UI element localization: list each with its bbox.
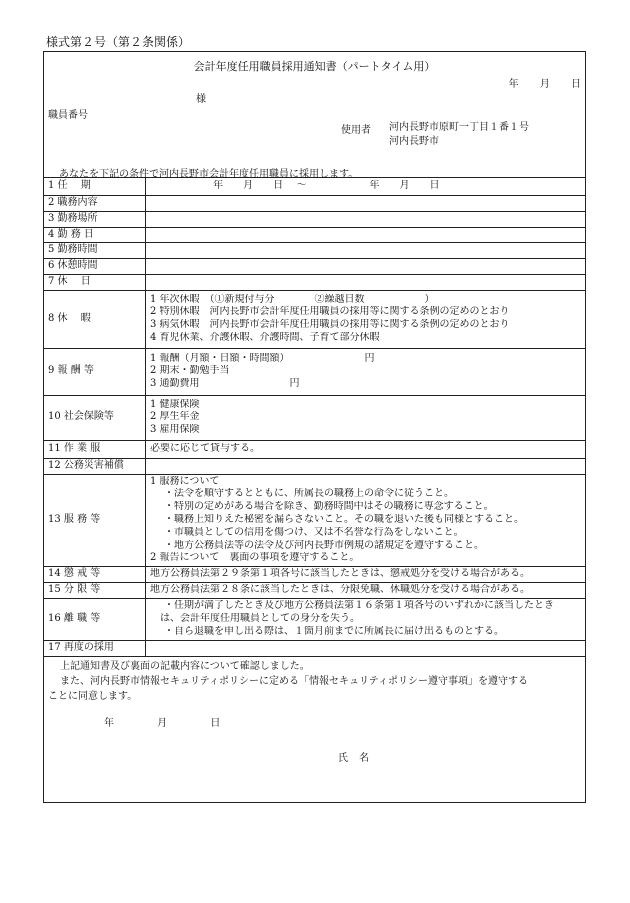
table-row <box>44 641 585 657</box>
employer-block <box>389 121 529 149</box>
table-row <box>44 243 585 259</box>
table-row <box>44 440 585 458</box>
table-row <box>44 458 585 474</box>
row-content-line <box>150 260 581 273</box>
row-content <box>146 274 586 290</box>
table-row <box>44 196 585 212</box>
row-content-line: 4 育児休業、介護休暇、介護時間、子育て部分休暇 <box>150 332 380 344</box>
row-label: 13 服 務 等 <box>44 474 146 567</box>
row-content <box>146 227 586 243</box>
row-content <box>146 599 586 641</box>
row-content <box>146 474 586 567</box>
row-label: 17 再度の採用 <box>44 641 146 657</box>
row-label: 15 分 限 等 <box>44 583 146 599</box>
row-content-line: 1 健康保険 <box>150 398 200 410</box>
table-row <box>44 599 585 641</box>
row-content <box>146 290 586 348</box>
row-content-line: 1 年次休暇 （①新規付与分 ②繰越日数 ） <box>150 293 435 305</box>
row-content-line <box>150 642 581 655</box>
row-content <box>146 196 586 212</box>
row-content <box>146 243 586 259</box>
row-label: 6 休憩時間 <box>44 259 146 275</box>
row-label: 3 勤務場所 <box>44 211 146 227</box>
row-content <box>146 440 586 458</box>
row-label: 16 離 職 等 <box>44 599 146 641</box>
row-content-line: 1 報酬（月額・日額・時間額） 円 <box>150 352 375 364</box>
row-content-line: は、会計年度任用職員としての身分を失う。 <box>150 613 360 625</box>
row-label: 4 勤 務 日 <box>44 227 146 243</box>
row-label: 11 作 業 服 <box>44 440 146 458</box>
row-label: 10 社会保険等 <box>44 395 146 440</box>
table-row <box>44 211 585 227</box>
row-content-line <box>150 460 581 473</box>
row-content-line: ・任期が満了したとき及び地方公務員法第１６条第１項各号のいずれかに該当したとき <box>164 600 554 612</box>
employee-number-label: 職員番号 <box>48 110 88 121</box>
row-content <box>146 348 586 395</box>
table-row <box>44 274 585 290</box>
row-label: 8 休 暇 <box>44 290 146 348</box>
row-content <box>146 259 586 275</box>
addressee-suffix: 様 <box>196 94 206 105</box>
notice-header <box>44 52 585 180</box>
row-content-line <box>150 276 581 289</box>
table-row <box>44 178 585 196</box>
row-label: 14 懲 戒 等 <box>44 567 146 583</box>
row-label: 2 職務内容 <box>44 196 146 212</box>
row-content-line <box>150 197 581 210</box>
row-content-line: ・職務上知りえた秘密を漏らさないこと。その職を退いた後も同様とすること。 <box>164 513 524 525</box>
row-content-line: 地方公務員法第２８条に該当したときは、分限免職、休職処分を受ける場合がある。 <box>150 584 530 596</box>
row-content-line: ・特別の定めがある場合を除き、勤務時間中はその職務に専念すること。 <box>164 501 494 513</box>
document-title: 会計年度任用職員採用通知書（パートタイム用） <box>193 60 436 73</box>
consent-section <box>44 657 585 768</box>
row-content <box>146 567 586 583</box>
table-row <box>44 227 585 243</box>
row-content-line: 地方公務員法第２９条第１項各号に該当したときは、懲戒処分を受ける場合がある。 <box>150 568 530 580</box>
row-content <box>146 395 586 440</box>
consent-line-2: また、河内長野市情報セキュリティポリシーに定める「情報セキュリティポリシー遵守事項」を遵守する <box>60 675 528 687</box>
row-content-line: ・地方公務員法等の法令及び河内長野市例規の諸規定を遵守すること。 <box>164 539 484 551</box>
employer-name: 河内長野市 <box>389 136 439 147</box>
row-content-line: 必要に応じて貸与する。 <box>150 442 260 454</box>
row-content-line: ・法令を順守するとともに、所属長の職務上の命令に従うこと。 <box>164 488 454 500</box>
row-label: 9 報 酬 等 <box>44 348 146 395</box>
row-content-line <box>150 244 581 257</box>
row-content-line: 2 特別休暇 河内長野市会計年度任用職員の採用等に関する条例の定めのとおり <box>150 306 510 318</box>
consent-line-1: 上記通知書及び裏面の記載内容について確認しました。 <box>60 660 310 672</box>
row-content-line <box>150 229 581 242</box>
row-label: 1 任 期 <box>44 178 146 196</box>
row-label: 5 勤務時間 <box>44 243 146 259</box>
row-content-line: 2 厚生年金 <box>150 411 200 423</box>
row-content <box>146 178 586 196</box>
table-row <box>44 583 585 599</box>
intro-text: あなたを下記の条件で河内長野市会計年度任用職員に採用します。 <box>59 169 359 180</box>
row-label: 7 休 日 <box>44 274 146 290</box>
table-row <box>44 395 585 440</box>
row-content <box>146 583 586 599</box>
row-content <box>146 641 586 657</box>
row-content-line <box>150 213 581 226</box>
conditions-table <box>44 177 585 657</box>
row-label: 12 公務災害補償 <box>44 458 146 474</box>
row-content-line: ・自ら退職を申し出る際は、１箇月前までに所属長に届け出るものとする。 <box>164 626 504 638</box>
employer-address: 河内長野市原町一丁目１番１号 <box>389 122 529 133</box>
table-row <box>44 290 585 348</box>
employer-label: 使用者 <box>341 125 371 136</box>
table-row <box>44 567 585 583</box>
notice-frame <box>43 51 586 803</box>
row-content-line: 3 雇用保険 <box>150 424 200 436</box>
table-row <box>44 348 585 395</box>
table-row <box>44 474 585 567</box>
row-content <box>146 458 586 474</box>
row-content-line: 2 期末・勤勉手当 <box>150 365 230 377</box>
issue-date: 年 月 日 <box>508 79 581 90</box>
form-label: 様式第２号（第２条関係） <box>46 35 191 49</box>
row-content-line: 2 報告について 裏面の事項を遵守すること。 <box>150 552 360 564</box>
row-content-line: 1 服務について <box>150 475 220 487</box>
row-content-line: 3 病気休暇 河内長野市会計年度任用職員の採用等に関する条例の定めのとおり <box>150 319 510 331</box>
row-content-line: ・市職員としての信用を傷つけ、又は不名誉な行為をしないこと。 <box>164 526 464 538</box>
row-content <box>146 211 586 227</box>
row-content-line: 年 月 日 ～ 年 月 日 <box>150 180 440 192</box>
consent-line-3: ことに同意します。 <box>48 690 138 702</box>
consent-date: 年 月 日 <box>104 717 221 729</box>
row-content-line: 3 通勤費用 円 <box>150 378 300 390</box>
signature-label: 氏 名 <box>338 752 370 764</box>
table-row <box>44 259 585 275</box>
